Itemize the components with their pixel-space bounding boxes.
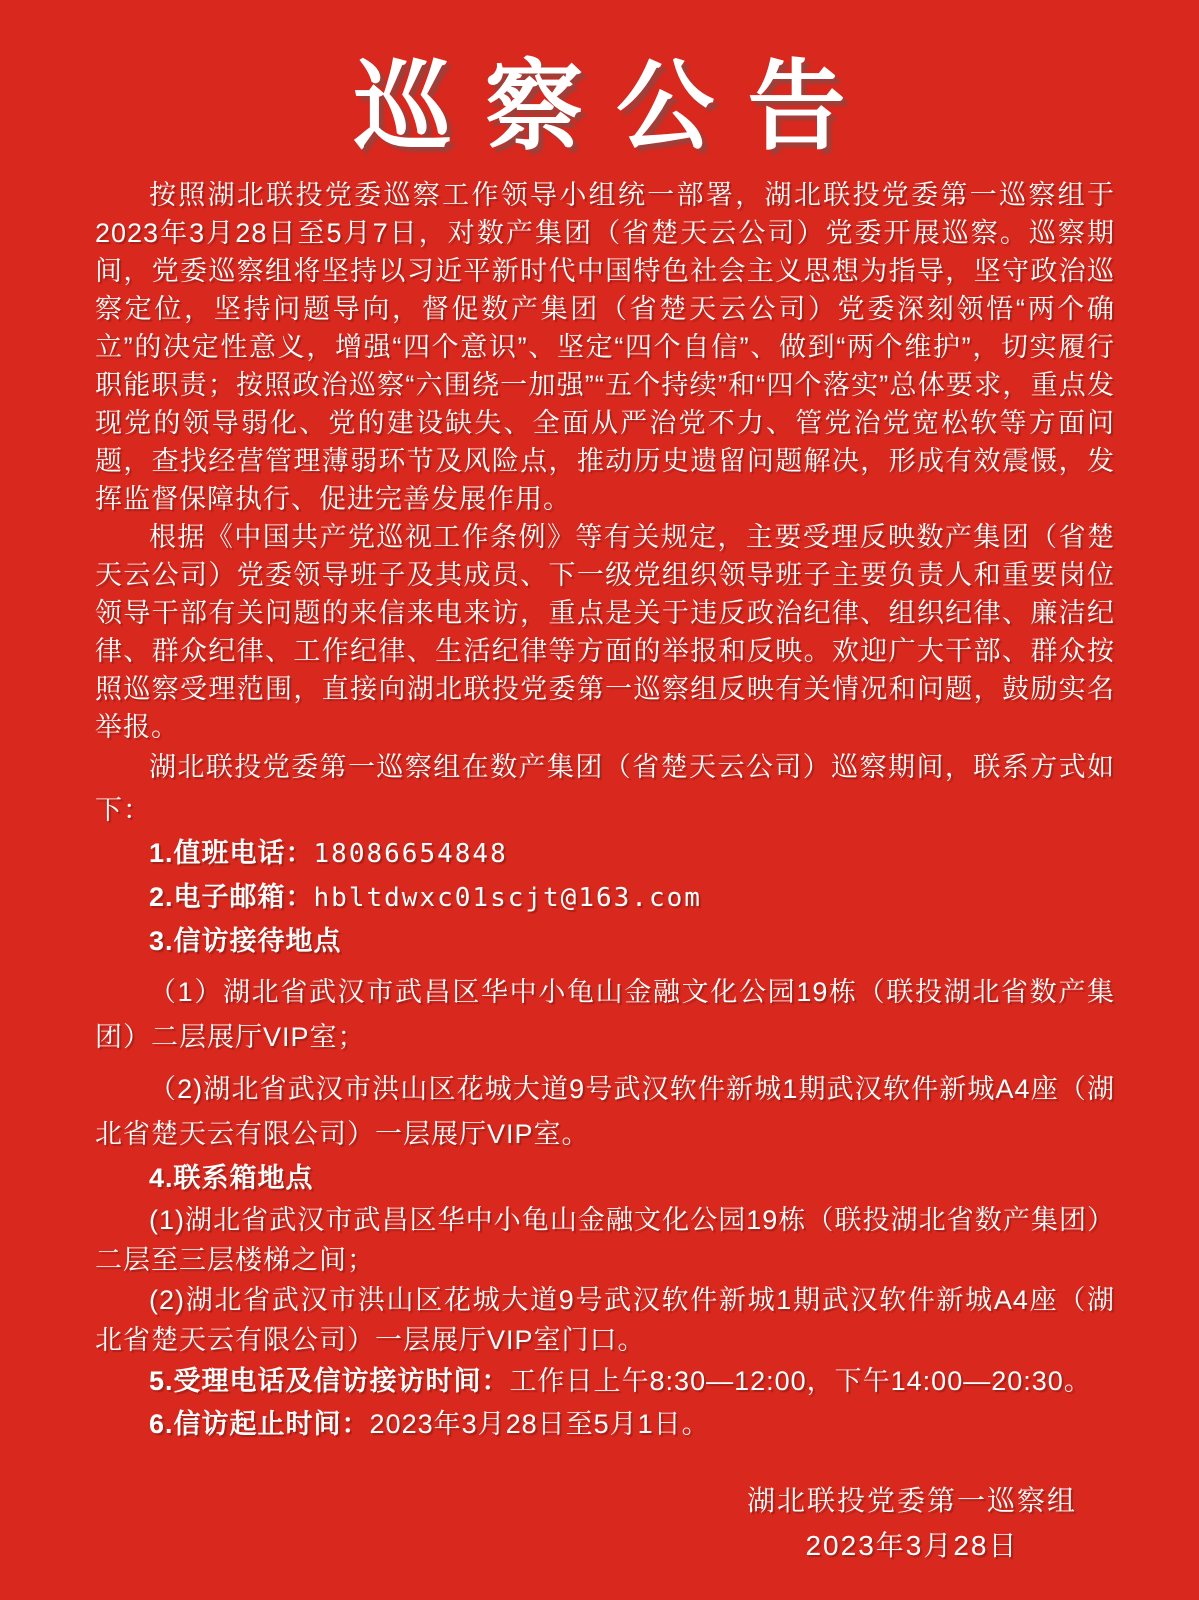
period-value: 2023年3月28日至5月1日。 [369, 1408, 710, 1439]
paragraph-acceptance-scope: 根据《中国共产党巡视工作条例》等有关规定，主要受理反映数产集团（省楚天云公司）党委领导班子及其成员、下一级党组织领导班子主要负责人和重要岗位领导干部有关问题的来信来电来访，重点是关于违反政治纪律、组织纪律、廉洁纪律、群众纪律、工作纪律、生活纪律等方面的举报和反映。欢迎广大干部、群众按照巡察受理范围，直接向湖北联投党委第一巡察组反映有关情况和问题，鼓励实名举报。 [95, 521, 1115, 742]
phone-label: 1.值班电话： [149, 837, 314, 868]
paragraph-inspection-overview: 按照湖北联投党委巡察工作领导小组统一部署，湖北联投党委第一巡察组于2023年3月28日至5月7日，对数产集团（省楚天云公司）党委开展巡察。巡察期间，党委巡察组将坚持以习近平新时代中国特色社会主义思想为指导，坚守政治巡察定位，坚持问题导向，督促数产集团（省楚天云公司）党委深刻领悟“两个确立”的决定性意义，增强“四个意识”、坚定“四个自信”、做到“两个维护”，切实履行职能职责；按照政治巡察“六围绕一加强”“五个持续”和“四个落实”总体要求，重点发现党的领导弱化、党的建设缺失、全面从严治党不力、管党治党宽松软等方面问题，查找经营管理薄弱环节及风险点，推动历史遗留问题解决，形成有效震慑，发挥监督保障执行、促进完善发展作用。 [95, 179, 1115, 514]
visit-location-item-2: （2)湖北省武汉市洪山区花城大道9号武汉软件新城1期武汉软件新城A4座（湖北省楚天云有限公司）一层展厅VIP室。 [95, 1073, 1115, 1149]
signature-block [0, 1478, 1199, 1568]
hours-label: 5.受理电话及信访接访时间： [149, 1365, 510, 1396]
mailbox-location-heading: 4.联系箱地点 [149, 1162, 314, 1193]
contact-period-line [95, 1403, 1115, 1446]
visit-location-heading: 3.信访接待地点 [149, 925, 342, 956]
phone-number: 18086654848 [313, 838, 508, 869]
email-address: hbltdwxc01scjt@163.com [313, 882, 702, 913]
announcement-body [0, 176, 1199, 1446]
contact-hours-line [95, 1360, 1115, 1403]
contact-phone-line [95, 832, 1115, 876]
contact-email-line [95, 876, 1115, 920]
email-label: 2.电子邮箱： [149, 881, 314, 912]
period-label: 6.信访起止时间： [149, 1408, 370, 1439]
signature-inner [747, 1478, 1077, 1568]
signature-organization: 湖北联投党委第一巡察组 [746, 1484, 1077, 1516]
visit-location-item-1: （1）湖北省武汉市武昌区华中小龟山金融文化公园19栋（联投湖北省数产集团）二层展厅VIP室； [95, 976, 1115, 1052]
hours-value: 工作日上午8:30—12:00，下午14:00—20:30。 [509, 1365, 1092, 1396]
mailbox-location-item-2: (2)湖北省武汉市洪山区花城大道9号武汉软件新城1期武汉软件新城A4座（湖北省楚天云有限公司）一层展厅VIP室门口。 [95, 1284, 1115, 1355]
signature-date: 2023年3月28日 [805, 1529, 1019, 1561]
page-title: 巡察公告 [353, 49, 879, 164]
mailbox-location-item-1: (1)湖北省武汉市武昌区华中小龟山金融文化公园19栋（联投湖北省数产集团）二层至三层楼梯之间； [95, 1204, 1115, 1275]
paragraph-contact-intro: 湖北联投党委第一巡察组在数产集团（省楚天云公司）巡察期间，联系方式如下： [95, 751, 1115, 825]
